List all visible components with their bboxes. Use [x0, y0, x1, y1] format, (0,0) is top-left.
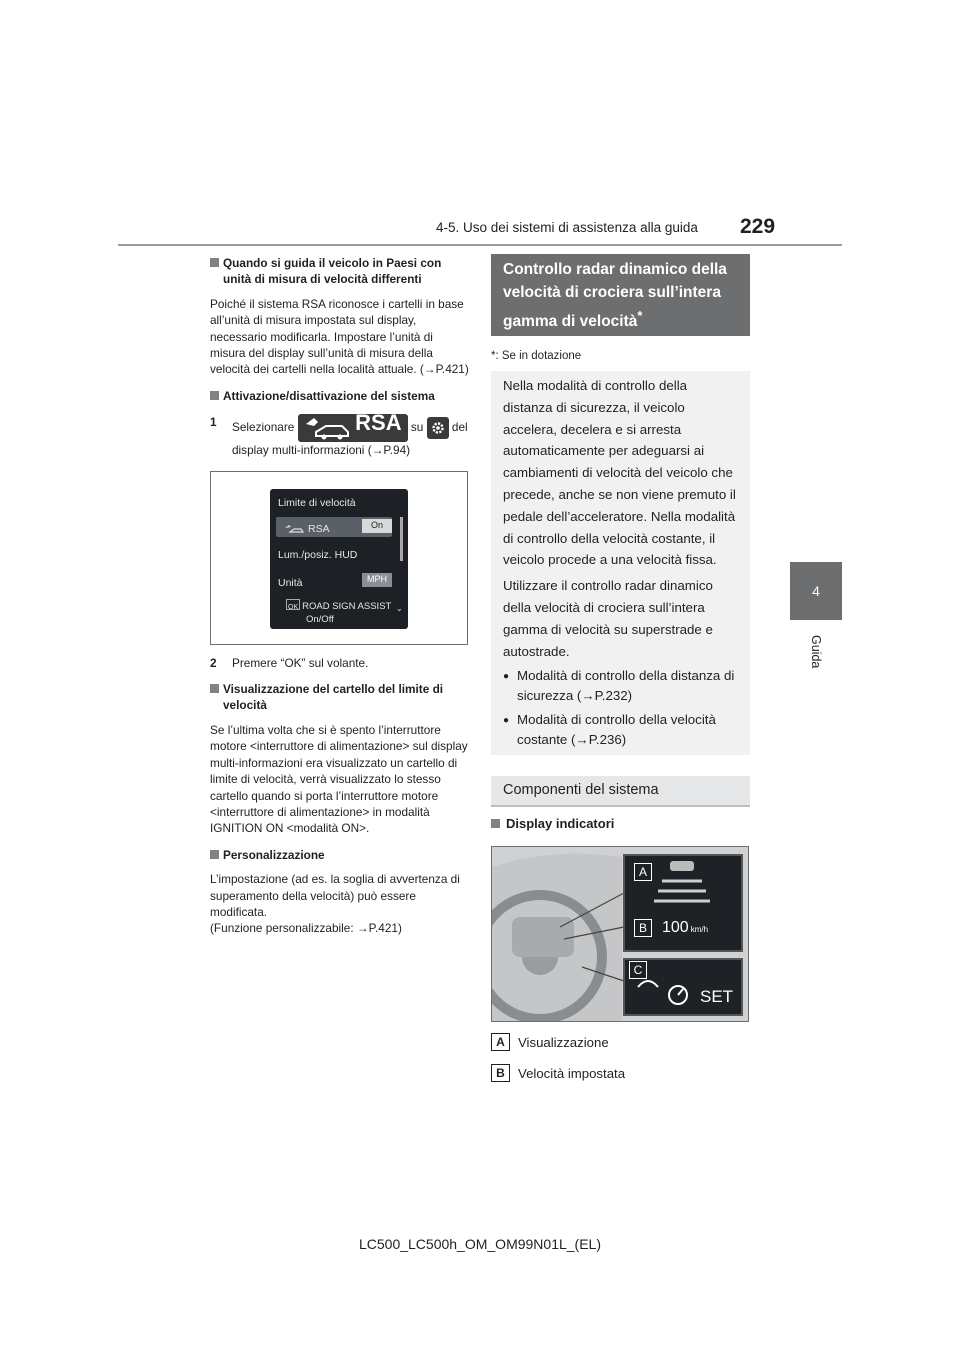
legend-a: A Visualizzazione [491, 1033, 609, 1051]
chevron-down-icon: ⌄ [396, 603, 403, 613]
chapter-number: 4 [812, 583, 820, 599]
legend-b: B Velocità impostata [491, 1064, 625, 1082]
set-indicator: SET [700, 987, 734, 1006]
screen-unit: Unità [278, 576, 303, 589]
bullet-heading-activation: Attivazione/disattivazione del sistema [210, 388, 470, 404]
chapter-tab[interactable] [790, 562, 842, 620]
left-column [210, 255, 470, 937]
info-bullet-constant[interactable]: ● Modalità di controllo della velocità costante (→P.236) [503, 710, 738, 750]
settings-screen-figure [210, 471, 468, 645]
screen-mph-value: MPH [362, 573, 392, 587]
bullet-heading-customization: Personalizzazione [210, 847, 470, 863]
screen-title: Limite di velocità [278, 496, 356, 509]
info-paragraph-1: Nella modalità di controllo della distanza di sicurezza, il veicolo accelera, decelera e si arresta automaticamente per adeguarsi ai cambiamenti di velocità del veicolo che precede, anche se non viene premuto il pedale dell’acceleratore. Nella modalità di controllo della velocità costante, il veicolo procede a una velocità fissa. [503, 378, 736, 568]
car-sign-icon [284, 524, 304, 534]
square-bullet-icon [210, 850, 219, 859]
paragraph-customization: L’impostazione (ad es. la soglia di avvertenza di superamento della velocità) può essere modificata. [210, 872, 460, 919]
step-2: 2 Premere “OK” sul volante. [210, 655, 369, 670]
multi-info-display: Limite di velocità RSA On Lum./posiz. HUD Unità MPH OK ROAD SIGN ASSIST On/Off ⌄ [270, 489, 408, 629]
step-number: 1 [210, 415, 217, 430]
square-bullet-icon [210, 391, 219, 400]
paragraph-sign-display: Se l’ultima volta che si è spento l’interruttore motore <interruttore di alimentazione> sul display multi-informazioni era visualizzato un cartello di limite di velocità, verrà visualizzato lo stesso cartello quando si porta l’interruttore motore <interruttore di alimentazione> in modalità IGNITION ON <modalità ON>. [210, 722, 468, 836]
header-rule [118, 244, 842, 246]
label-c-marker: C [629, 961, 647, 979]
customization-link[interactable]: (Funzione personalizzabile: →P.421) [210, 921, 402, 936]
square-bullet-icon [210, 684, 219, 693]
square-bullet-icon [491, 819, 500, 828]
screen-hud: Lum./posiz. HUD [278, 548, 358, 561]
bullet-dot-icon: ● [503, 671, 510, 683]
ok-button-icon: OK [286, 599, 300, 610]
rsa-menu-icon: RSA [298, 414, 408, 442]
info-box [491, 371, 750, 755]
display-indicators-heading: Display indicatori [491, 816, 614, 831]
footnote: *: Se in dotazione [491, 350, 582, 362]
paragraph-units: Poiché il sistema RSA riconosce i cartelli in base all’unità di misura impostata sul display, necessario modificarla. Impostare l’unità di misura del display sull’unità di misura della velocità dei cartelli nella località attuale. (→P.421) [210, 296, 469, 377]
screen-on-value: On [362, 519, 392, 533]
section-heading-radar-cruise: Controllo radar dinamico della velocità di crociera sull’intera gamma di velocità* [491, 254, 750, 336]
step-number: 2 [210, 655, 217, 670]
page-number: 229 [740, 215, 776, 238]
gear-icon [427, 417, 449, 439]
label-a-marker: A [634, 863, 652, 881]
set-speed-value: 100 [662, 919, 689, 936]
bullet-dot-icon: ● [503, 715, 510, 727]
indicator-figure [491, 846, 749, 1022]
legend-key: A [491, 1033, 510, 1051]
square-bullet-icon [210, 258, 219, 267]
header-section-title: 4-5. Uso dei sistemi di assistenza alla guida [436, 220, 698, 235]
bullet-heading-sign-display: Visualizzazione del cartello del limite di velocità [210, 681, 470, 714]
label-b-marker: B [634, 919, 652, 937]
step-1: 1 Selezionare RSA su del display multi-informazioni (→P.94) [210, 410, 468, 458]
bullet-heading-units: Quando si guida il veicolo in Paesi con unità di misura di velocità differenti [210, 255, 470, 288]
info-paragraph-2: Utilizzare il controllo radar dinamico della velocità di crociera sull’intera gamma di velocità su superstrade e autostrade. [503, 578, 713, 659]
section-heading-components: Componenti del sistema [491, 776, 750, 807]
screen-scrollbar [400, 517, 403, 561]
chapter-label: Guida [809, 635, 823, 669]
footer-code: LC500_LC500h_OM_OM99N01L_(EL) [358, 1236, 602, 1252]
set-speed-unit: km/h [690, 925, 709, 934]
legend-key: B [491, 1064, 510, 1082]
screen-rsa: RSA [308, 522, 330, 535]
info-bullet-distance[interactable]: ● Modalità di controllo della distanza di sicurezza (→P.232) [503, 666, 738, 706]
